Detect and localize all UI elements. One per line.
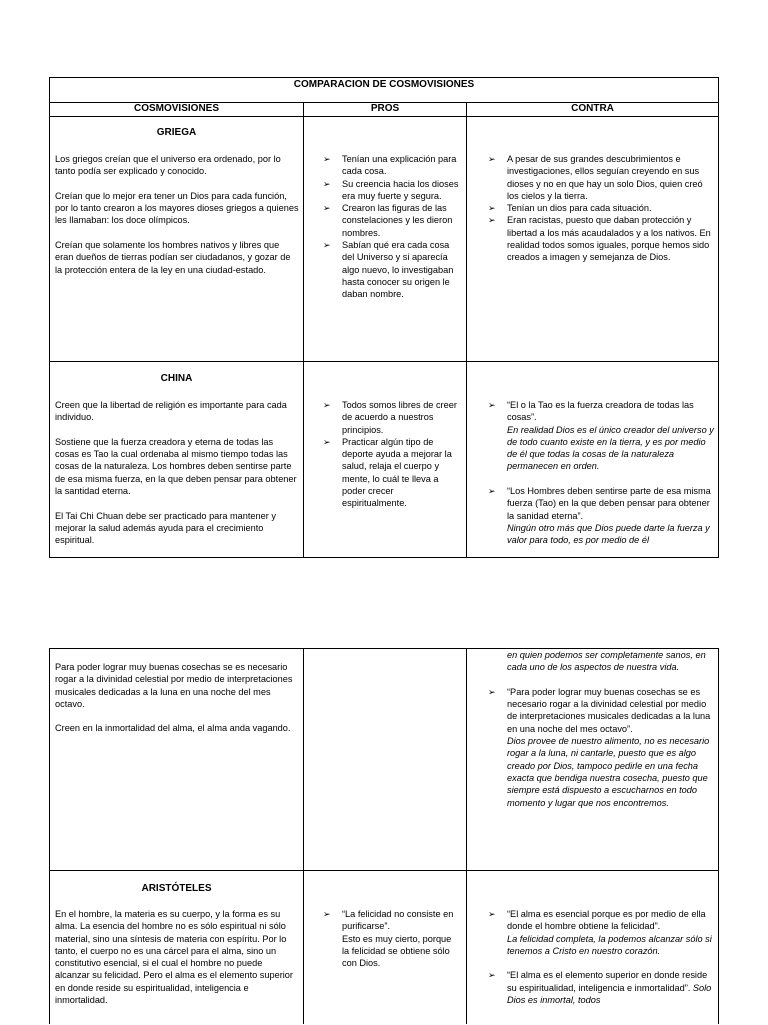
china-pros-cell (323, 399, 460, 557)
italic-commentary: en quien podemos ser completamente sanos, en cada uno de los aspectos de nuestra vida. (507, 650, 706, 673)
paragraph: El Tai Chi Chuan debe ser practicado para mantener y mejorar la salud además ayuda para el crecimiento espiritual. (55, 510, 276, 546)
paragraph: Los griegos creían que el universo era ordenado, por lo tanto podía ser explicado y conocido. (55, 154, 281, 177)
comparison-table-part-2 (49, 648, 719, 1024)
paragraph: En el hombre, la materia es su cuerpo, y la forma es su alma. La esencia del hombre no es sólo espiritual ni sólo material, sino una síntesis de materia con espíritu. Por lo tanto, el cuerpo no es una cárcel para el alma, sino un constitutivo esencial, si el cual el hombre no puede alcanzar su felicidad. Pero el alma es el elemento superior en donde reside su espiritualidad, inteligencia e inmortalidad. (55, 909, 293, 1006)
paragraph: Para poder lograr muy buenas cosechas se es necesario rogar a la divinidad celestial por medio de interpretaciones musicales dedicadas a la luna en una noche del mes octavo. (55, 662, 293, 709)
italic-commentary: La felicidad completa, la podemos alcanzar sólo si tenemos a Cristo en nuestro corazón. (507, 933, 712, 956)
list-item: ➢ Sabían qué era cada cosa del Universo y si aparecía algo nuevo, lo investigaban hasta conocer su origen le daban nombre. (323, 240, 454, 300)
list-item: ➢ Crearon las figuras de las constelaciones y les dieron nombres. (323, 203, 453, 238)
griega-contra-cell (488, 153, 716, 358)
italic-commentary: Solo Dios es inmortal, todos (507, 982, 712, 1006)
list-item: ➢ Eran racistas, puesto que daban protección y libertad a los más acaudalados y a los nativos. En realidad todos somos iguales, porque hemos sido creados a imagen y semejanza de Dios. (488, 215, 711, 263)
comparison-table-part-1 (49, 77, 719, 558)
arrow-bullet-icon: ➢ (323, 909, 331, 919)
aristoteles-contra-cell (488, 908, 716, 1025)
list-item: ➢ Todos somos libres de creer de acuerdo a nuestros principios. (323, 400, 457, 435)
arrow-bullet-icon: ➢ (323, 203, 331, 214)
paragraph: Sostiene que la fuerza creadora y eterna de todas las cosas es Tao la cual ordenaba al mismo tiempo todas las cosas de la naturaleza. Los hombres deben sentirse parte de esa misma fuerza, en la que deben pensar para obtener la santidad eterna. (55, 436, 297, 497)
section-title-griega: GRIEGA (156, 127, 197, 138)
arrow-bullet-icon: ➢ (323, 178, 331, 189)
header-contra: CONTRA (571, 103, 614, 114)
arrow-bullet-icon: ➢ (488, 215, 496, 226)
italic-commentary: Dios provee de nuestro alimento, no es necesario rogar a la luna, ni cantarle, puesto que es algo creado por Dios, tampoco pedirle en una fecha exacta que bendiga nuestra cosecha, puesto que siempre está dispuesto a escucharnos en todo momento y lugar que nos encontremos. (507, 736, 710, 808)
list-item: ➢ Tenían una explicación para cada cosa. (323, 154, 457, 177)
italic-commentary: Ningún otro más que Dios puede darte la fuerza y valor para todo, es por medio de él (507, 522, 710, 546)
arrow-bullet-icon: ➢ (488, 970, 496, 981)
list-item: ➢ “El alma es esencial porque es por medio de ella donde el hombre obtiene la felicidad”. La felicidad completa, la podemos alcanzar sólo si tenemos a Cristo en nuestro corazón. (488, 908, 716, 957)
section-title-china: CHINA (160, 373, 193, 384)
list-item: ➢ “La felicidad no consiste en purificarse”. Esto es muy cierto, porque la felicidad se obtiene sólo con Dios. (323, 909, 454, 969)
china-cont-contra-cell (488, 649, 716, 867)
arrow-bullet-icon: ➢ (488, 686, 496, 697)
china-cont-cosmo-cell (55, 661, 299, 861)
list-item: ➢ Tenían un dios para cada situación. (488, 203, 652, 214)
arrow-bullet-icon: ➢ (488, 154, 496, 164)
paragraph: Creen en la inmortalidad del alma, el alma anda vagando. (55, 723, 291, 734)
list-item: ➢ “Para poder lograr muy buenas cosechas se es necesario rogar a la divinidad celestial por medio de interpretaciones musicales dedicadas a la luna en una noche del mes octavo”. Dios provee de nuestro alimento, no es necesario rogar a la luna, ni cantarle, puesto que es algo creado por Dios, tampoco pedirle en una fecha exacta que bendiga nuestra cosecha, puesto que siempre está dispuesto a escucharnos en todo momento y lugar que nos encontremos. (488, 686, 716, 809)
paragraph: Creían que solamente los hombres nativos y libres que eran dueños de tierras podían ser ciudadanos, y gozar de la protección entera de la ley en una ciudad-estado. (55, 240, 291, 275)
list-item: ➢ “El o la Tao es la fuerza creadora de todas las cosas”. En realidad Dios es el único creador del universo y de todo cuanto existe en la tierra, y es por medio de él que todas la cosas de la naturaleza permanecen en orden. (488, 399, 716, 473)
arrow-bullet-icon: ➢ (323, 240, 331, 251)
arrow-bullet-icon: ➢ (323, 436, 331, 447)
header-pros: PROS (370, 103, 400, 114)
china-cosmo-cell (55, 399, 299, 557)
list-item: ➢ A pesar de sus grandes descubrimientos e investigaciones, ellos seguían creyendo en sus dioses y no en que hay un solo Dios, quien creó los cielos y la tierra. (488, 154, 703, 201)
section-title-aristoteles: ARISTÓTELES (141, 883, 212, 894)
paragraph: Creían que lo mejor era tener un Dios para cada función, por lo tanto crearon a los mayores dioses griegos a quienes les llamaban: los doce olímpicos. (55, 190, 299, 226)
table-title: COMPARACION DE COSMOVISIONES (293, 79, 475, 90)
griega-pros-cell (323, 153, 460, 358)
list-item: ➢ Practicar algún tipo de deporte ayuda a mejorar la salud, relaja el cuerpo y mente, lo cuál te lleva a poder crecer espiritualmente. (323, 436, 452, 509)
arrow-bullet-icon: ➢ (488, 203, 496, 214)
list-item: ➢ “El alma es el elemento superior en donde reside su espiritualidad, inteligencia e inmortalidad”. Solo Dios es inmortal, todos (488, 970, 712, 1006)
list-item: ➢ Su creencia hacia los dioses era muy fuerte y segura. (323, 178, 459, 201)
arrow-bullet-icon: ➢ (323, 154, 331, 164)
arrow-bullet-icon: ➢ (323, 400, 331, 410)
aristoteles-pros-cell (323, 908, 460, 1025)
list-item: ➢ “Los Hombres deben sentirse parte de esa misma fuerza (Tao) en la que deben pensar para obtener la sanidad eterna”. Ningún otro más que Dios puede darte la fuerza y valor para todo, es por medio de él (488, 485, 716, 546)
paragraph: Creen que la libertad de religión es importante para cada individuo. (55, 400, 287, 423)
aristoteles-cosmo-cell (55, 908, 299, 1025)
italic-commentary: En realidad Dios es el único creador del universo y de todo cuanto existe en la tierra, y es por medio de él que todas la cosas de la naturaleza permanecen en orden. (507, 424, 714, 472)
china-contra-cell (488, 399, 716, 557)
arrow-bullet-icon: ➢ (488, 400, 496, 410)
griega-cosmo-cell (55, 153, 299, 358)
arrow-bullet-icon: ➢ (488, 486, 496, 497)
arrow-bullet-icon: ➢ (488, 909, 496, 919)
header-cosmovisiones: COSMOVISIONES (133, 103, 219, 114)
